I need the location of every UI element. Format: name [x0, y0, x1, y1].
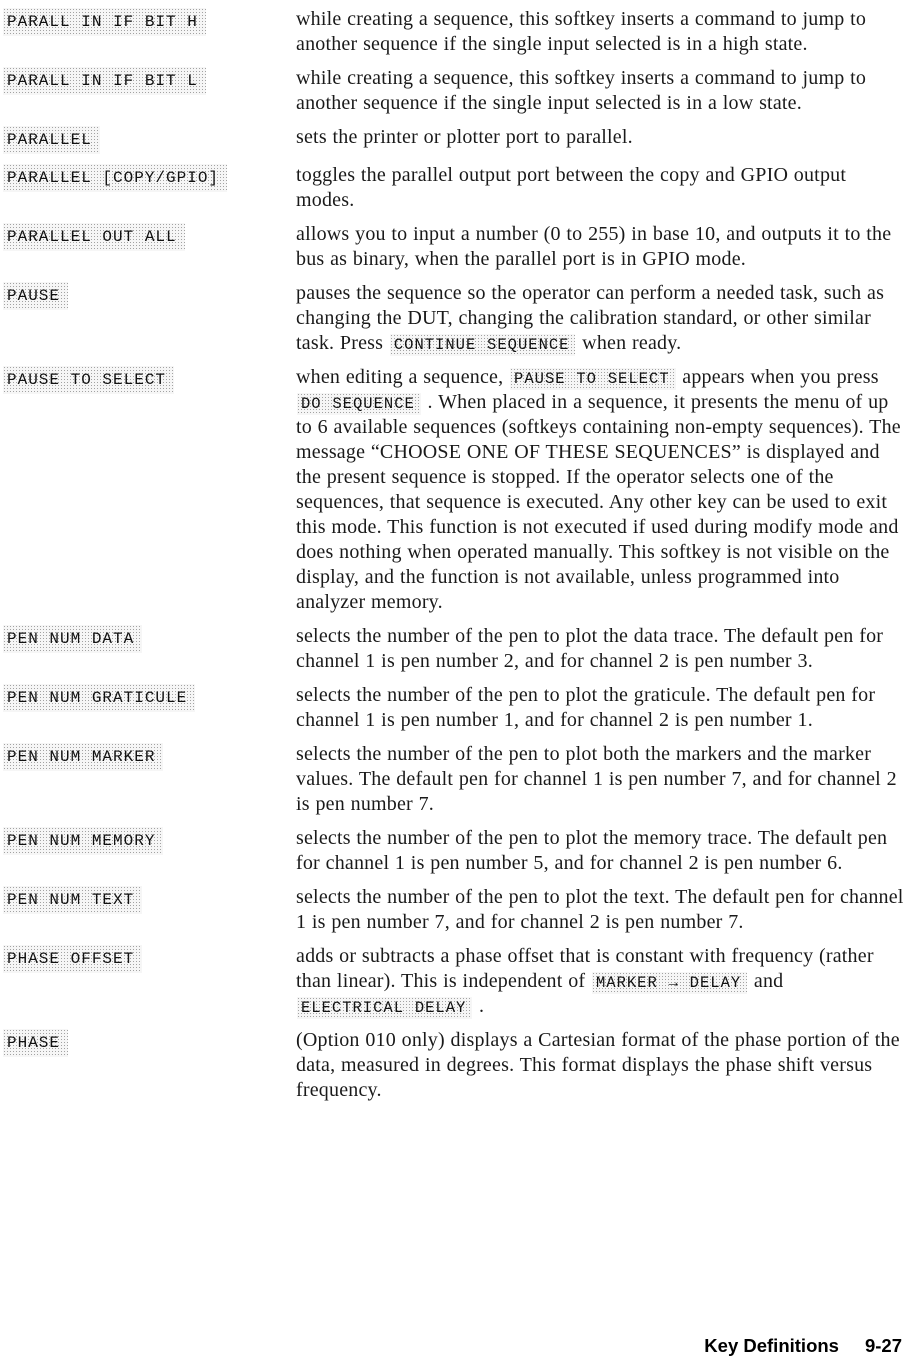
entry-description: pauses the sequence so the operator can perform a needed task, such as changing the DUT, changing the calibration standard, or other similar task. Press CONTINUE SEQUENCE when ready. [296, 282, 885, 354]
softkey-column [3, 826, 296, 855]
glossary-entry [3, 281, 908, 356]
softkey-label: PARALLEL OUT ALL [3, 223, 185, 251]
footer-section-title: Key Definitions [704, 1335, 839, 1356]
entry-description: toggles the parallel output port between the copy and GPIO output modes. [296, 164, 847, 211]
glossary-entry [3, 885, 908, 935]
softkey-label: PAUSE [3, 282, 68, 310]
softkey-column [3, 7, 296, 36]
entry-description: adds or subtracts a phase offset that is constant with frequency (rather than linear). This is independent of MARKER → DELAY and ELECTRICAL DELAY . [296, 945, 874, 1017]
entry-description: selects the number of the pen to plot the text. The default pen for channel 1 is pen number 7, and for channel 2 is pen number 7. [296, 886, 904, 933]
entry-description: while creating a sequence, this softkey inserts a command to jump to another sequence if the single input selected is in a low state. [296, 67, 867, 114]
softkey-column [3, 66, 296, 95]
inline-softkey: MARKER → DELAY [592, 972, 747, 994]
softkey-label: PEN NUM TEXT [3, 886, 142, 914]
entry-description: (Option 010 only) displays a Cartesian format of the phase portion of the data, measured in degrees. This format displays the phase shift versus frequency. [296, 1029, 900, 1101]
softkey-label: PHASE OFFSET [3, 945, 142, 973]
softkey-label: PEN NUM MARKER [3, 743, 163, 771]
entry-description: selects the number of the pen to plot the data trace. The default pen for channel 1 is pen number 2, and for channel 2 is pen number 3. [296, 625, 884, 672]
inline-softkey: DO SEQUENCE [297, 393, 421, 415]
glossary-entry [3, 683, 908, 733]
entry-description: while creating a sequence, this softkey inserts a command to jump to another sequence if the single input selected is in a high state. [296, 8, 867, 55]
entry-description: selects the number of the pen to plot the graticule. The default pen for channel 1 is pen number 1, and for channel 2 is pen number 1. [296, 684, 876, 731]
glossary-entry [3, 742, 908, 817]
glossary-entry [3, 365, 908, 615]
softkey-column [3, 683, 296, 712]
softkey-label: PEN NUM GRATICULE [3, 684, 195, 712]
glossary-entry [3, 826, 908, 876]
glossary-entry [3, 125, 908, 154]
softkey-column [3, 125, 296, 154]
softkey-column [3, 624, 296, 653]
inline-softkey: ELECTRICAL DELAY [297, 997, 472, 1019]
glossary-entry [3, 163, 908, 213]
softkey-label: PARALLEL [COPY/GPIO] [3, 164, 227, 192]
softkey-label: PARALL IN IF BIT L [3, 67, 206, 95]
glossary-entry [3, 944, 908, 1019]
entry-description: allows you to input a number (0 to 255) in base 10, and outputs it to the bus as binary, when the parallel port is in GPIO mode. [296, 223, 892, 270]
page-footer [704, 1335, 902, 1357]
entry-description: sets the printer or plotter port to parallel. [296, 126, 633, 148]
softkey-label: PEN NUM DATA [3, 625, 142, 653]
glossary-entry [3, 1028, 908, 1103]
entry-description: when editing a sequence, PAUSE TO SELECT appears when you press DO SEQUENCE . When placed in a sequence, it presents the menu of up to 6 available sequences (softkeys containing non-empty sequences). The message “CHOOSE ONE OF THESE SEQUENCES” is displayed and the present sequence is stopped. If the operator selects one of the sequences, that sequence is executed. Any other key can be used to exit this mode. This function is not executed if used during modify mode and does nothing when operated manually. This softkey is not visible on the display, and the function is not available, unless programmed into analyzer memory. [296, 366, 901, 613]
softkey-label: PEN NUM MEMORY [3, 827, 163, 855]
glossary-entry [3, 624, 908, 674]
footer-page-number: 9-27 [864, 1335, 902, 1356]
glossary-entry [3, 222, 908, 272]
softkey-column [3, 281, 296, 310]
glossary-entry [3, 66, 908, 116]
inline-softkey: CONTINUE SEQUENCE [390, 334, 576, 356]
softkey-label: PHASE [3, 1029, 68, 1057]
entry-description: selects the number of the pen to plot both the markers and the marker values. The default pen for channel 1 is pen number 7, and for channel 2 is pen number 7. [296, 743, 897, 815]
softkey-column [3, 1028, 296, 1057]
softkey-label: PARALLEL [3, 126, 100, 154]
softkey-label: PARALL IN IF BIT H [3, 8, 206, 36]
entry-description: selects the number of the pen to plot the memory trace. The default pen for channel 1 is pen number 5, and for channel 2 is pen number 6. [296, 827, 888, 874]
softkey-column [3, 885, 296, 914]
softkey-column [3, 222, 296, 251]
softkey-column [3, 365, 296, 394]
inline-softkey: PAUSE TO SELECT [510, 368, 676, 390]
softkey-column [3, 944, 296, 973]
glossary-entry [3, 7, 908, 57]
softkey-column [3, 742, 296, 771]
softkey-column [3, 163, 296, 192]
softkey-label: PAUSE TO SELECT [3, 366, 174, 394]
